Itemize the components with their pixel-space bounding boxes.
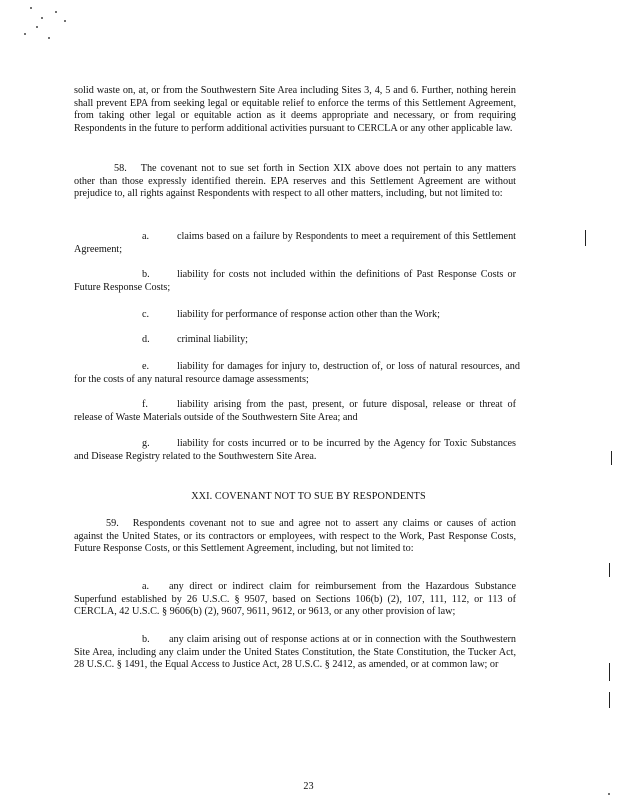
paragraph-58-number: 58. [114,163,127,174]
reservation-b [74,269,516,294]
page-number: 23 [303,781,314,792]
reservation-d-text: criminal liability; [177,334,249,345]
reservation-g [74,438,516,463]
claim-a [74,581,516,619]
reservation-e-label: e. [142,361,150,372]
reservation-a [74,231,516,256]
paragraph-59-number: 59. [106,518,119,529]
reservation-b-text: liability for costs not included within the definitions of Past Response Costs or Future Response Costs; [74,269,516,293]
reservation-f-text: liability arising from the past, present, or future disposal, release or threat of release of Waste Materials outside of the Southwestern Site Area; and [74,399,516,423]
claim-b-label: b. [142,634,150,645]
reservation-c [74,309,516,322]
paragraph-58-text: The covenant not to sue set forth in Section XIX above does not pertain to any matters other than those expressly identified therein. EPA reserves and this Settlement Agreement are without prejudice to, all rights against Respondents with respect to all other matters, including, but not limited to: [74,163,516,200]
reservation-c-text: liability for performance of response action other than the Work; [177,309,440,320]
claim-a-text: any direct or indirect claim for reimbursement from the Hazardous Substance Superfund established by 26 U.S.C. § 9507, based on Sections 106(b) (2), 107, 111, 112, or 113 of CERCLA, 42 U.S.C. § 9606(b) (2), 9607, 9611, 9612, or 9613, or any other provision of law; [74,581,516,618]
section-heading: XXI. COVENANT NOT TO SUE BY RESPONDENTS [191,491,426,502]
paragraph-58 [74,163,516,201]
margin-mark [609,663,610,681]
reservation-e [74,361,520,386]
margin-mark [611,451,612,465]
margin-mark [585,230,586,246]
reservation-a-label: a. [142,231,150,242]
intro-paragraph: solid waste on, at, or from the Southwestern Site Area including Sites 3, 4, 5 and 6. Further, nothing herein shall prevent EPA from seeking legal or equitable relief to enforce the terms of this Settlement Agreement, from taking other legal or equitable action as it deems appropriate and necessary, or from requiring Respondents in the future to perform additional activities pursuant to CERCLA or any other applicable law. [74,85,516,134]
margin-mark [609,692,610,708]
reservation-f [74,399,516,424]
reservation-g-label: g. [142,438,150,449]
reservation-c-label: c. [142,309,150,320]
claim-a-label: a. [142,581,150,592]
reservation-a-text: claims based on a failure by Respondents to meet a requirement of this Settlement Agreement; [74,231,516,255]
reservation-e-text: liability for damages for injury to, destruction of, or loss of natural resources, and for the costs of any natural resource damage assessments; [74,361,520,385]
claim-b [74,634,516,672]
reservation-f-label: f. [142,399,148,410]
paragraph-59-text: Respondents covenant not to sue and agree not to assert any claims or causes of action against the United States, or its contractors or employees, with respect to the Work, Past Response Costs, Future Response Costs, or this Settlement Agreement, including, but not limited to: [74,518,516,555]
reservation-d [74,334,516,347]
claim-b-text: any claim arising out of response actions at or in connection with the Southwestern Site Area, including any claim under the United States Constitution, the State Constitution, the Tucker Act, 28 U.S.C. § 1491, the Equal Access to Justice Act, 28 U.S.C. § 2412, as amended, or at common law; or [74,634,516,671]
reservation-g-text: liability for costs incurred or to be incurred by the Agency for Toxic Substances and Disease Registry related to the Southwestern Site Area. [74,438,516,462]
reservation-b-label: b. [142,269,150,280]
paragraph-59 [74,518,516,556]
margin-mark [609,563,610,577]
reservation-d-label: d. [142,334,150,345]
